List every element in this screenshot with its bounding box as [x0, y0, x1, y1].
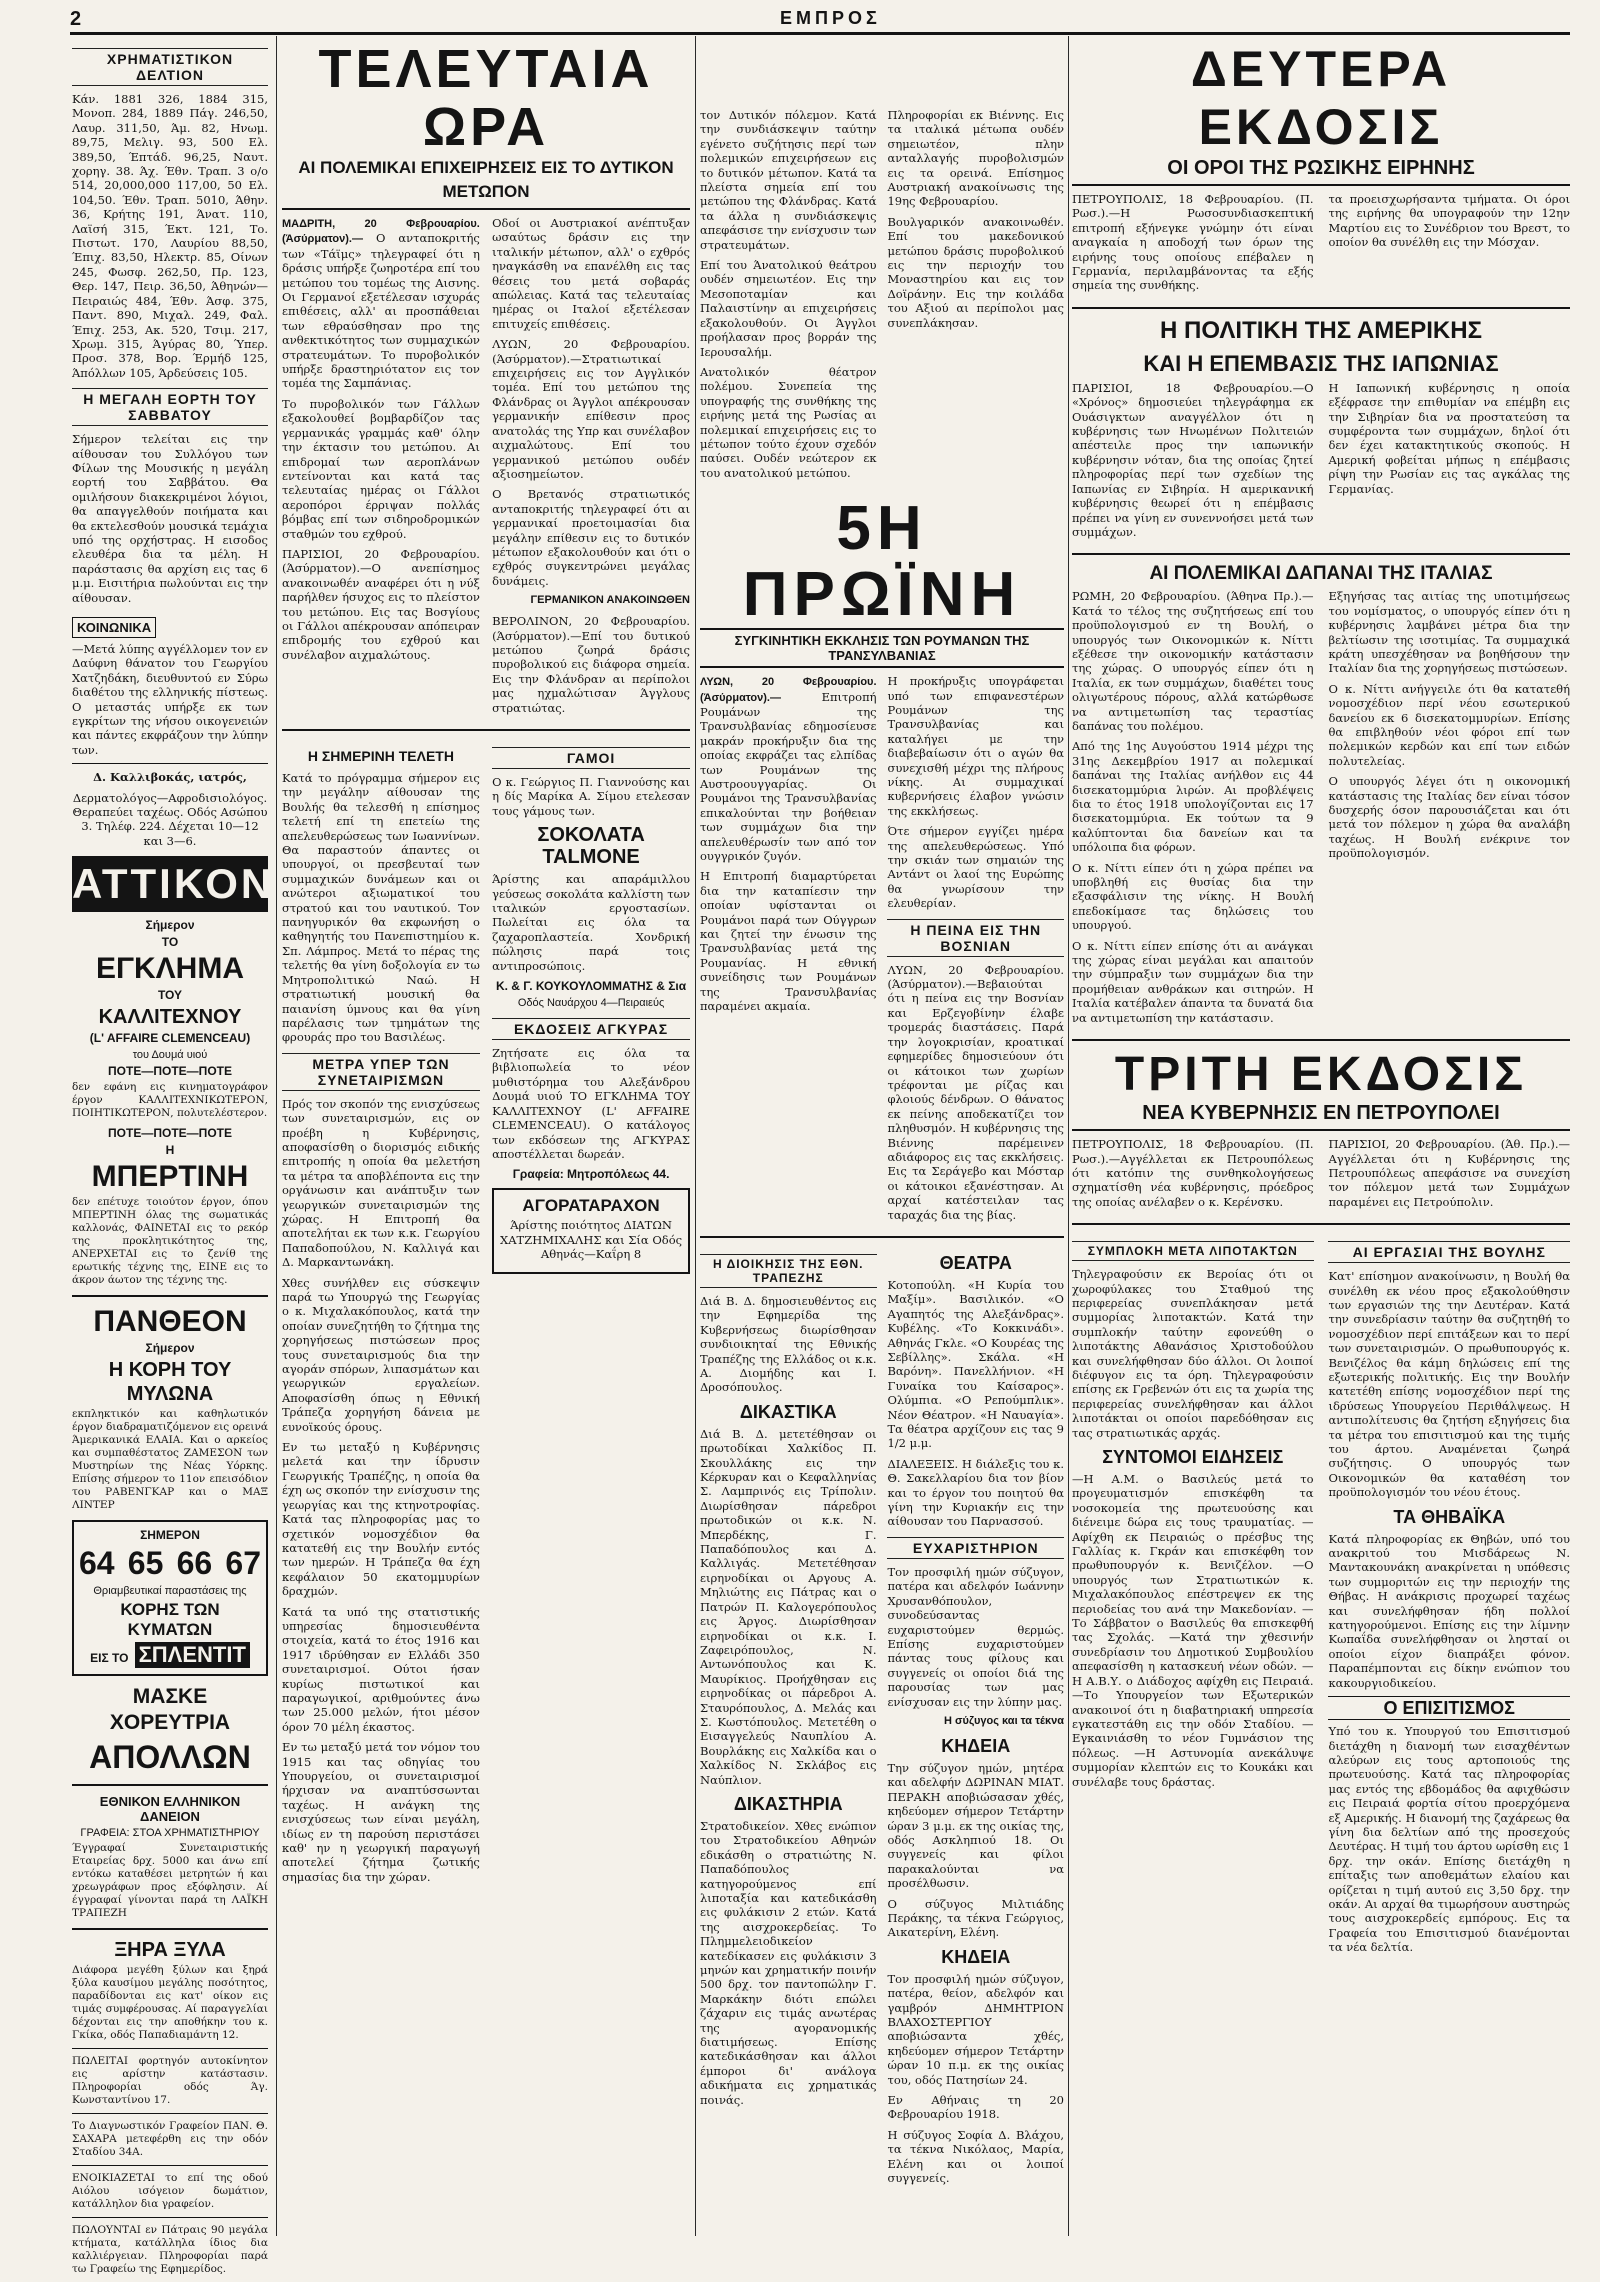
court-heading: ΔΙΚΑΣΤΗΡΙΑ	[733, 1793, 843, 1814]
article-text: Από της 1ης Αυγούστου 1914 μέχρι της 31ης Δεκεμβρίου 1917 αι πολεμικαί δαπάναι της Ιταλίας ανήλθον εις 44 δισεκατομμύρια λιρών. Αι προβλέψεις δια το έτος 1918 υπολογίζονται εις 17 δισεκατομμύρια. Εκ τούτων τα 9 καλύπτονται δια δανείων και τα υπόλοιπα δια φόρων.	[1072, 739, 1314, 855]
ankyras-address: Γραφεία: Μητροπόλεως 44.	[512, 1167, 670, 1182]
attikon-artist: ΚΑΛΛΙΤΕΧΝΟΥ	[98, 1006, 242, 1029]
splendid-number: 66	[176, 1545, 213, 1582]
column-3	[700, 40, 1064, 2192]
third-edition-banner: ΤΡΙΤΗ ΕΚΔΟΣΙΣ	[1114, 1048, 1528, 1102]
divider	[72, 2113, 268, 2114]
dateline: ΛΥΩΝ, 20 Φεβρουαρίου. (Άσύρματον).—	[700, 676, 877, 704]
divider	[700, 1236, 1064, 1238]
funeral-names: Η σύζυγος Σοφία Δ. Βλάχου, τα τέκνα Νικόλαος, Μαρία, Ελένη και οι λοιποί συγγενείς.	[887, 2127, 1064, 2186]
court-text: Στρατοδικείον. Χθες ενώπιον του Στρατοδικείου Αθηνών εδικάσθη ο στρατιώτης Ν. Παπαδόπουλος κατηγορούμενος επί λιποταξία και κατεδικάσθη εις φυλάκισιν 2 ετών. Κατά της αισχροκερδείας. Το Πλημμελειοδικείον κατεδίκασεν εις φυλάκισιν 3 μηνών και χρηματικήν ποινήν 500 δρχ. τον παντοπώλην Γ. Μαρκάκην διότι επώλει ζάχαριν εις τιμάς ανωτέρας της αγορανομικής διατιμήσεως. Επίσης κατεδικάσθησαν και άλλοι έμποροι δι' ανάλογα αδικήματα εις χρηματικάς ποινάς.	[700, 1818, 877, 2107]
apollon-line-1: ΜΑΣΚΕ ΧΟΡΕΥΤΡΙΑ	[109, 1685, 231, 1735]
classified: ΠΩΛΟΥΝΤΑΙ εν Πάτραις 90 μεγάλα κτήματα, κατάλληλα ίδιος δια καλλιέργειαν. Πληροφορίαι παρά τω Γραφείω της Εφημερίδος.	[72, 2224, 268, 2276]
article-text: Ο κ. Νίττι είπεν επίσης ότι αι ανάγκαι της χώρας είναι μεγάλαι και απαιτούν την σύμπραξιν των συμμάχων δια την προμήθειαν ανθράκων και σιτηρών. Η Ιταλία κατέβαλεν άπαντα τα δυνατά δια να αντιμετωπίση την κατάστασιν.	[1072, 938, 1314, 1025]
article-text: Ανατολικόν θέατρον πολέμου. Συνεπεία της υπογραφής της συνθήκης της ειρήνης μετά της Ρωσίας αι πολεμικαί επιχειρήσεις εις το μέτωπον τούτο έχουν σχεδόν παύσει. Ουδέν νεώτερον εκ του ανατολικού μετώπου.	[700, 364, 877, 480]
lower-section	[282, 739, 690, 1890]
column-rule	[1068, 36, 1069, 2236]
article-text: Ο ανταποκριτής των «Τάϊμς» τηλεγραφεί ότι η δράσις υπήρξε ζωηροτέρα επί του μετώπου του τομέως της Αισνης. Οι Γερμανοί εξετέλεσαν ισχυράς επιθέσεις, αλλ' αι προσπάθειαι των εθραύσθησαν προ της ανθεκτικότητος των συμμαχικών στρατευμάτων. Το πυροβολικόν υπήρξε δραστηριότατον εις τον τομέα της Σαμπάνιας.	[282, 231, 480, 391]
thebes-text: Κατά πληροφορίας εκ Θηβών, υπό του ανακριτού του Μισδάρεως Ν. Μαντακουνάκη ανακρίνεται η υπόθεσις των συμμοριτών εις την περιοχήν της Θήβας. Η ανάκρισις προχωρεί ταχέως και συνελήφθησαν ήδη πολλοί κατηγορούμενοι. Επίσης εις την λίμνην Κωπαΐδα συνελήφθησαν οι λησταί οι οποίοι είχον διαπράξει φόνον. Παραπέμπονται εις δίκην ενώπιον του κακουργιοδικείου.	[1328, 1531, 1570, 1690]
measures-text: Χθες συνήλθεν εις σύσκεψιν παρά τω Υπουργώ της Γεωργίας ο κ. Μιχαλακόπουλος, κατά την οποίαν συνεζητήθη το ζήτημα της χορηγήσεως πιστώσεων προς τους συνεταιρισμούς δια την αγοράν σπόρων, λιπασμάτων και γεωργικών εργαλείων. Αποφασίσθη όπως η Εθνική Τράπεζα χορηγήση δάνεια με ευνοϊκούς όρους.	[282, 1275, 480, 1434]
divider	[72, 763, 268, 764]
pantheon-title: ΠΑΝΘΕΟΝ	[93, 1305, 247, 1339]
article-text: Η προκήρυξις υπογράφεται υπό των επιφανεστέρων Ρουμάνων της Τρανσυλβανίας και καταλήγει με την διαβεβαίωσιν ότι ο αγών θα συνεχισθή μέχρι της πλήρους νίκης. Αι συμμαχικαί κυβερνήσεις έλαβον γνώσιν της εκκλήσεως.	[887, 674, 1064, 818]
attikon-never-text: δεν εφάνη εις κινηματογράφον έργον ΚΑΛΛΙΤΕΧΝΙΚΩΤΕΡΟΝ, ΠΟΙΗΤΙΚΩΤΕΡΟΝ, πολυτελέστερον.	[72, 1081, 268, 1120]
supply-heading: Ο ΕΠΙΣΙΤΙΣΜΟΣ	[1328, 1696, 1570, 1720]
classified: Το Διαγνωστικόν Γραφείον ΠΑΝ. Θ. ΣΑΧΑΡΑ μετεφέρθη εις την οδόν Σταδίου 34Α.	[72, 2120, 268, 2159]
divider	[72, 1784, 268, 1786]
article-text: Οδοί οι Αυστριακοί ανέπτυξαν ωσαύτως δράσιν εις την ιταλικήν μέτωπον, αλλ' ο εχθρός ηναγκάσθη να επανέλθη εις τας θέσεις του μετά σοβαράς απώλειας. Κατά τας τελευταίας ημέρας οι Ιταλοί εξετέλεσαν επιτυχείς επιθέσεις.	[492, 216, 690, 331]
attikon-never-2: ΠΟΤΕ—ΠΟΤΕ—ΠΟΤΕ	[107, 1126, 232, 1141]
classified: ΕΝΟΙΚΙΑΖΕΤΑΙ το επί της οδού Αιόλου ισόγειον δωμάτιον, κατάλληλον δια γραφείον.	[72, 2172, 268, 2211]
loan-text: Έγγραφαί Συνεταιριστικής Εταιρείας δρχ. 5000 και άνω επί εντόκω καταθέσει μετρητών ή και χρεωγράφων προς εξόφλησιν. Αί έγγραφαί γίνονται παρά τη ΛΑΪΚΗ ΤΡΑΠΕΖΗ	[72, 1842, 268, 1920]
russian-peace-heading: ΟΙ ΟΡΟΙ ΤΗΣ ΡΩΣΙΚΗΣ ΕΙΡΗΝΗΣ	[1072, 156, 1570, 186]
parliament-heading: ΑΙ ΕΡΓΑΣΙΑΙ ΤΗΣ ΒΟΥΛΗΣ	[1328, 1241, 1570, 1263]
wood-heading: ΞΗΡΑ ΞΥΛΑ	[114, 1939, 226, 1962]
splendid-at: ΕΙΣ ΤΟ	[90, 1651, 129, 1666]
dateline: ΜΑΔΡΙΤΗ, 20 Φεβρουαρίου. (Άσύρματον).—	[282, 218, 480, 246]
sabbath-text: Σήμερον τελείται εις την αίθουσαν του Συλλόγου των Φίλων της Μουσικής η μεγάλη εορτή του Σαββάτου. Θα ομιλήσουν διακεκριμένοι λόγιοι, θα απαγγελθούν ποιήματα και θα εκτελεσθούν μουσικά τεμάχια υπό της ορχήστρας. Η εισοδος ελευθέρα δια τα μέλη. Η παράστασις θα αρχίση εις τας 6 μ.μ. Εισιτήρια πωλούνται εις την αίθουσαν.	[72, 432, 268, 605]
funeral-date: Εν Αθήναις τη 20 Φεβρουαρίου 1918.	[887, 2093, 1064, 2122]
article-text: ΛΥΩΝ, 20 Φεβρουαρίου. (Άσύρματον).—Στρατιωτικαί επιχειρήσεις εις τον Αγγλικόν τομέα. Επί του μετώπου της Φλάνδρας οι Άγγλοι απέκρουσαν γερμανικήν επίθεσιν προς ανατολάς της Υπρ και συνέλαβον αιχμαλώτους. Επί του γερμανικού μετώπου ουδέν αξιοσημείωτον.	[492, 337, 690, 481]
agoraraxon-text: Άρίστης ποιότητος ΔΙΑΤΩΝ ΧΑΤΖΗΜΙΧΑΛΗΣ και Σία Οδός Αθηνάς—Καΐρη 8	[500, 1218, 683, 1262]
thanks-text: Τον προσφιλή ημών σύζυγον, πατέρα και αδελφόν Ιωάννην Χρυσανθόπουλον, συνοδεύσαντας ευχαριστούμεν θερμώς. Επίσης ευχαριστούμεν πάντας τους φίλους και συγγενείς οι οποίοι διά της παρουσίας των μας ενίσχυσαν εις την λύπην μας.	[887, 1564, 1064, 1709]
agoraraxon-ad	[492, 1188, 690, 1273]
splendid-venue: ΣΠΛΕΝΤΙΤ	[135, 1642, 250, 1668]
paper-name: ΕΜΠΡΟΣ	[780, 8, 881, 28]
attikon-h: Η	[165, 1143, 175, 1158]
ankyras-text: Ζητήσατε εις όλα τα βιβλιοπωλεία το νέον μυθιστόρημα του Αλεξάνδρου Δουμά υιού ΤΟ ΕΓΚΛΗΜΑ ΤΟΥ ΚΑΛΛΙΤΕΧΝΟΥ (L' AFFAIRE CLEMENCEAU). Ο κατάλογος των εκδόσεων της ΑΓΚΥΡΑΣ αποστέλλεται δωρεάν.	[492, 1046, 690, 1161]
ceremony-text: Κατά το πρόγραμμα σήμερον εις την μεγάλην αίθουσαν της Βουλής θα τελεσθή η επίσημος τελετή επί τη επετείω της απελευθερώσεως των Ιωαννίνων. Θα παραστούν άπαντες οι υπουργοί, οι πρεσβευταί των συμμαχικών δυνάμεων και οι ανώτεροι αξιωματικοί του στρατού και του ναυτικού. Τον πανηγυρικόν θα εκφωνήση ο καθηγητής του Πανεπιστημίου κ. Σπ. Λάμπρος. Μετά το πέρας της τελετής θα γίνη δοξολογία εν τω Μητροπολιτικώ Ναώ. Η στρατιωτική μουσική θα παιανίση ύμνους και θα γίνη παρέλασις των τμημάτων της φρουράς προ του Βασιλέως.	[282, 771, 480, 1045]
parliament-text: Κατ' επίσημον ανακοίνωσιν, η Βουλή θα συνέλθη εκ νέου προς εξακολούθησιν των εργασιών της την Δευτέραν. Κατά την συνεδρίασιν ταύτην θα συζητηθή το νομοσχέδιον περί επιτάξεων και το περί των συνεταιρισμών. Ο πρωθυπουργός κ. Βενιζέλος θα κάμη δηλώσεις επί της εξωτερικής πολιτικής. Εις την Βουλήν κατετέθη επίσης νομοσχέδιον περί της ιδρύσεως Υπουργείου Περιθάλψεως. Η αντιπολίτευσις θα ζητήση εξηγήσεις δια τα μέτρα του επισιτισμού και της τιμής του άρτου. Αναμένεται ζωηρά συζήτησις. Ο υπουργός των Οικονομικών θα καταθέση τον προϋπολογισμόν του νέου έτους.	[1328, 1269, 1570, 1500]
deserters-text: Τηλεγραφούσιν εκ Βεροίας ότι οι χωροφύλακες του Σταθμού της περιφερείας συνεπλάκησαν μετά συμμορίας λιποτακτών. Κατά την συμπλοκήν ταύτην εφονεύθη ο λιποτάκτης Αθανάσιος Χριστοδούλου και συνελήφθησαν δύο άλλοι. Οι λοιποί διέφυγον εις τα όρη. Τηλεγραφούσιν επίσης εκ Γρεβενών ότι εις τα χωρία της περιφερείας συνελήφθησαν και άλλοι λιποτάκται οι οποίοι παρεδόθησαν εις τας στρατιωτικάς αρχάς.	[1072, 1267, 1314, 1440]
attikon-film-title: ΕΓΚΛΗΜΑ	[95, 952, 245, 986]
splendid-numbers	[77, 1545, 263, 1582]
article-text: Εξηγήσας τας αιτίας της υποτιμήσεως του νομίσματος, ο υπουργός είπεν ότι η κυβέρνησις λαμβάνει μέτρα δια την βελτίωσιν της ισοτιμίας. Τα συμμαχικά κράτη υπεσχέθησαν να βοηθήσουν την Ιταλίαν δια της χορηγήσεως πιστώσεων.	[1328, 589, 1570, 676]
splendid-ad	[72, 1520, 268, 1676]
lower-section	[700, 1246, 1064, 2192]
pantheon-film: Η ΚΟΡΗ ΤΟΥ ΜΥΛΩΝΑ	[108, 1359, 232, 1406]
exchange-heading: ΧΡΗΜΑΤΙΣΤΙΚΟΝ ΔΕΛΤΙΟΝ	[72, 48, 268, 86]
america-body	[1072, 381, 1570, 545]
attikon-today: Σήμερον	[145, 918, 195, 933]
article-text: ΡΩΜΗ, 20 Φεβρουαρίου. (Άθηνα Πρ.).—Κατά το τέλος της συζητήσεως επί του προϋπολογισμού εν τη Βουλή, ο υπουργός των Οικονομικών κ. Νίττι εξέθεσε την οικονομικήν κατάστασιν της χώρας. Ο υπουργός είπεν ότι η Ιταλία, εκ των συμμάχων, διαθέτει τους ολιγωτέρους πόρους, αλλά κατώρθωσε να αντιμετωπίση τας τεραστίας δαπάνας του πολέμου.	[1072, 589, 1314, 733]
article-text: ΠΑΡΙΣΙΟΙ, 20 Φεβρουαρίου. (Άσύρματον).—Ο ανεπίσημος ανακοινωθέν αναφέρει ότι η νύξ παρήλθεν ήσυχος εις το πλείστον του μετώπου. Εις τας Βοσγίους οι Γάλλοι απέκρουσαν απόπειραν επιδρομής του εχθρού και συνέλαβον αιχμαλώτους.	[282, 546, 480, 662]
article-text: Ο κ. Νίττι είπεν ότι η χώρα πρέπει να υποβληθή εις θυσίας δια την εξασφάλισιν της νίκης. Η Βουλή επεδοκίμασε τας δηλώσεις του υπουργού.	[1072, 860, 1314, 933]
last-hour-body	[282, 216, 690, 721]
theatres-text: Κοτοπούλη. «Η Κυρία του Μαξίμ». Βασιλικόν. «Ο Αγαπητός της Αλεξάνδρας». Κυβέλης. «Το Κοκκινάδι». Αθηνάς Γκλε. «Ο Κουρέας της Σεβίλλης». Σκάλα. «Η Βαρόνη». Πανελλήνιον. «Η Γυναίκα του Καίσαρος». Ολύμπια. «Ο Ρεπούμπλικ». Νέον Θέατρον. «Η Ναυαγία». Τα θέατρα αρχίζουν εις τας 9 1/2 μ.μ.	[887, 1277, 1064, 1451]
divider	[72, 2048, 268, 2049]
attikon-of: ΤΟΥ	[157, 988, 183, 1003]
funeral-names: Ο σύζυγος Μιλτιάδης Περάκης, τα τέκνα Γεώργιος, Αικατερίνη, Ελένη.	[887, 1896, 1064, 1940]
divider	[282, 729, 690, 731]
weddings-heading: ΓΑΜΟΙ	[492, 747, 690, 769]
thanks-heading: ΕΥΧΑΡΙΣΤΗΡΙΟΝ	[887, 1537, 1064, 1559]
measures-text: Εν τω μεταξύ μετά τον νόμον του 1915 και τας οδηγίας του Υπουργείου, οι συνεταιρισμοί ήρχισαν να αναπτύσσωνται ταχέως. Η ανάγκη της ενισχύσεως των είναι μεγάλη, ιδίως εν τη παρούση περιστάσει καθ' ην η γεωργική παραγωγή αποτελεί ζήτημα ζωτικής σημασίας δια την χώραν.	[282, 1740, 480, 1884]
ceremony-heading: Η ΣΗΜΕΡΙΝΗ ΤΕΛΕΤΗ	[307, 748, 454, 764]
lower-section	[1072, 1233, 1570, 1960]
measures-text: Εν τω μεταξύ η Κυβέρνησις μελετά και την ίδρυσιν Γεωργικής Τραπέζης, η οποία θα έχη ως σκοπόν την ενίσχυσιν της γεωργίας και της κτηνοτροφίας. Κατά τας πληροφορίας μας το σχετικόν νομοσχέδιον θα κατατεθή εις την Βουλήν εντός των ημερών. Η Τράπεζα θα έχη κεφάλαιον 50 εκατομμυρίων δραχμών.	[282, 1440, 480, 1599]
classified: ΠΩΛΕΙΤΑΙ φορτηγόν αυτοκίνητον εις αρίστην κατάστασιν. Πληροφορίαι οδός Άγ. Κωνσταντίνου 17.	[72, 2055, 268, 2107]
western-front-heading: ΑΙ ΠΟΛΕΜΙΚΑΙ ΕΠΙΧΕΙΡΗΣΕΙΣ ΕΙΣ ΤΟ ΔΥΤΙΚΟΝ ΜΕΤΩΠΟΝ	[282, 156, 690, 210]
splendid-film: ΚΟΡΗΣ ΤΩΝ ΚΥΜΑΤΩΝ	[120, 1600, 220, 1640]
exchange-text: Κάν. 1881 326, 1884 315, Μονοπ. 284, 1889 Πάγ. 246,50, Λαυρ. 311,50, Άμ. 82, Ηνωμ. 89,75, Μελιγ. 93, 500 Ελ. 389,50, Έπτάδ. 96,25, Ναυτ. χορηγ. 38. Άχ. Έθν. Τραπ. 3 ο/ο 514, 20,000,000 117,00, 50 Ελ. 104,50. Έθν. Τραπ. 5010, Άθην. 36, Κρήτης 191, Άνατ. 110, Λαϊσή 315, Έκτ. 121, Το. Πιστωτ. 170, Λαυρίου 88,50, Έπιχ. 83,50, Ηλεκτρ. 85, Οίνων 245, Φωσφ. 262,50, Πρ. 123, Θερ. 147, Πειρ. 36,50, Άθηνών—Πειραιώς 484, Έθν. Άσφ. 375, Παντ. 890, Μιχαλ. 249, Φαλ. Έπιχ. 253, Ακ. 520, Τσιμ. 217, Χρωμ. 315, Άγύρας 80, Ύπερ. Προσ. 378, Βορ. Έρμήδ 125, Άπόλλων 105, Άρδεύσεις 105.	[72, 92, 268, 380]
chocolate-address: Οδός Ναυάρχου 4—Πειραιεύς	[517, 997, 665, 1010]
article-text: ΠΕΤΡΟΥΠΟΛΙΣ, 18 Φεβρουαρίου. (Π. Ρωσ.).—Η Ρωσοσυνδιασκεπτική επιτροπή εξήνεγκε γνώμην ότι είναι αναγκαία η αποδοχή των όρων της ειρήνης τους οποίους επέβαλεν η Γερμανία, περιλαμβάνοντας τα εξής σημεία της συνθήκης.	[1072, 192, 1314, 293]
ankyras-heading: ΕΚΔΟΣΕΙΣ ΑΓΚΥΡΑΣ	[492, 1018, 690, 1040]
article-text: Επί του Άνατολικού θεάτρου ουδέν σημειωτέον. Εις την Μεσοποταμίαν και Παλαιστίνην αι επιχειρήσεις εξακολουθούν. Οι Άγγλοι προήλασαν προς βορράν της Ιερουσαλήμ.	[700, 258, 877, 359]
theatres-heading: ΘΕΑΤΡΑ	[939, 1252, 1012, 1273]
agoraraxon-heading: ΑΓΟΡΑΤΑΡΑΧΟΝ	[522, 1196, 660, 1216]
top-article	[700, 108, 1064, 486]
attikon-star: ΜΠΕΡΤΙΝΗ	[91, 1160, 249, 1194]
splendid-number: 64	[79, 1545, 115, 1582]
bank-heading: Η ΔΙΟΙΚΗΣΙΣ ΤΗΣ ΕΘΝ. ΤΡΑΠΕΖΗΣ	[700, 1254, 877, 1288]
italy-heading: ΑΙ ΠΟΛΕΜΙΚΑΙ ΔΑΠΑΝΑΙ ΤΗΣ ΙΤΑΛΙΑΣ	[1149, 563, 1493, 585]
divider	[1072, 553, 1570, 555]
divider	[1072, 1223, 1570, 1225]
italy-body	[1072, 589, 1570, 1031]
funeral-text: Τον προσφιλή ημών σύζυγον, πατέρα, θείον, αδελφόν και γαμβρόν ΔΗΜΗΤΡΙΟΝ ΒΛΑΧΟΣΤΕΡΓΙΟΥ αποβιώσαντα χθές, κηδεύομεν σήμερον Τετάρτην ώραν 10 π.μ. εκ της οικίας του, οδός Πατησίων 24.	[887, 1971, 1064, 2087]
apollon-line-2: ΑΠΟΛΛΩΝ	[89, 1739, 251, 1776]
article-text: ΠΑΡΙΣΙΟΙ, 20 Φεβρουαρίου. (Άθ. Πρ.).—Αγγέλλεται ότι η Κυβέρνησις της Πετρουπόλεως απεφάσισε να συνεχίση τον πόλεμον μετά των Συμμάχων παραμένει εις Πετρούπολιν.	[1328, 1137, 1570, 1209]
attikon-the: ΤΟ	[161, 935, 179, 950]
loan-heading: ΕΘΝΙΚΟΝ ΕΛΛΗΝΙΚΟΝ ΔΑΝΕΙΟΝ	[99, 1794, 241, 1825]
second-edition-banner: ΔΕΥΤΕΡΑ ΕΚΔΟΣΙΣ	[1190, 41, 1452, 155]
splendid-number: 67	[225, 1545, 261, 1582]
article-text: Η Επιτροπή διαμαρτύρεται δια την καταπίεσιν την οποίαν υφίστανται οι Ρουμάνοι παρά των Ούγγρων και ζητεί την ένωσιν της Τρανσυλβανίας μετά της Ρουμανίας. Η εθνική συνείδησις των Ρουμάνων της Τρανσυλβανίας παραμένει ακμαία.	[700, 869, 877, 1014]
judicial-text: Διά Β. Δ. μετετέθησαν οι πρωτοδίκαι Χαλκίδος Π. Σκουλλάκης εις την Κέρκυραν και ο Κεφαλληνίας Σ. Λαμπρινός εις Τρίπολιν. Διωρίσθησαν πάρεδροι πρωτοδικών οι κ.κ. Ν. Μπερδέκης, Γ. Παπαδόπουλος και Δ. Καλλιγάς. Μετετέθησαν ειρηνοδίκαι οι Αργους Α. Μηλιώτης εις Πάτρας και ο Πατρών Π. Καλογερόπουλος εις Άργος. Διωρίσθησαν ειρηνοδίκαι οι κ.κ. Ι. Ζαφειρόπουλος, Ν. Αντωνόπουλος και Κ. Μαυρίκιος. Προήχθησαν εις ειρηνοδίκας οι πάρεδροι Α. Σταυρόπουλος, Δ. Μελάς και Σ. Κωστόπουλος. Μετετέθη ο Εισαγγελεύς Ναυπλίου Α. Βουρλάκης εις Χαλκίδα και ο Χαλκίδος Ν. Σκλάβος εις Ναύπλιον.	[700, 1426, 877, 1787]
splendid-number: 65	[127, 1545, 164, 1582]
masthead	[70, 8, 1570, 35]
fifth-edition-banner: 5Η ΠΡΩΪΝΗ	[742, 494, 1022, 630]
new-government-heading: ΝΕΑ ΚΥΒΕΡΝΗΣΙΣ ΕΝ ΠΕΤΡΟΥΠΟΛΕΙ	[1072, 1101, 1570, 1131]
article-text: τα προεισχωρήσαντα τμήματα. Οι όροι της ειρήνης θα υπογραφούν την 12ην Μαρτίου εις το Συνέδριον του Βρεστ, το οποίον θα συνέλθη εις την Μόσχαν.	[1328, 192, 1570, 250]
bank-text: Διά Β. Δ. δημοσιευθέντος εις την Εφημερίδα της Κυβερνήσεως διωρίσθησαν συνδιοικηταί της Εθνικής Τραπέζης της Ελλάδος οι κ.κ. Α. Διομήδης και Ι. Δροσόπουλος.	[700, 1293, 877, 1395]
supply-text: Υπό του κ. Υπουργού του Επισιτισμού διετάχθη η διανομή των εισαχθέντων αλεύρων εις τους αρτοποιούς της πρωτευούσης. Κατά τας πληροφορίας μας εντός της εβδομάδος θα αφιχθώσιν εις Πειραιά φορτία σίτου προερχόμενα εξ Αμερικής. Η διανομή της ζαχάρεως θα γίνη δια δελτίων από της προσεχούς Δευτέρας. Η τιμή του άρτου ωρίσθη εις 1 δρχ. την οκάν. Επίσης διετάχθη η επίταξις των αποθεμάτων ελαίου και ορίζεται η τιμή αυτού εις 3,50 δρχ. την οκάν. Αι αρχαί θα τιμωρήσουν αυστηρώς τους αισχροκερδείς εμπόρους. Εις τα Γραφεία του Επισιτισμού διανέμονται τα νέα δελτία.	[1328, 1724, 1570, 1955]
judicial-heading: ΔΙΚΑΣΤΙΚΑ	[739, 1401, 837, 1422]
funeral-heading: ΚΗΔΕΙΑ	[941, 1946, 1011, 1967]
article-text: ΠΕΤΡΟΥΠΟΛΙΣ, 18 Φεβρουαρίου. (Π. Ρωσ.).—Αγγέλλεται εκ Πετρουπόλεως ότι κατόπιν της συνθηκολογήσεως σχηματίσθη νέα κυβέρνησις, πρόεδρος της οποίας ανέλαβεν ο κ. Κερένσκυ.	[1072, 1137, 1314, 1209]
divider	[72, 2165, 268, 2166]
doctor-name: Δ. Καλλιβοκάς, ιατρός,	[93, 770, 247, 785]
chocolate-heading: ΣΟΚΟΛΑΤΑ TALMONE	[537, 824, 645, 869]
pantheon-today: Σήμερον	[145, 1341, 195, 1356]
social-heading: ΚΟΙΝΩΝΙΚΑ	[72, 617, 156, 638]
column-rule	[276, 36, 277, 2236]
column-rule	[695, 36, 696, 2236]
divider	[72, 1928, 268, 1930]
sabbath-heading: Η ΜΕΓΑΛΗ ΕΟΡΤΗ ΤΟΥ ΣΑΒΒΑΤΟΥ	[72, 388, 268, 426]
article-text: ΒΕΡΟΛΙΝΟΝ, 20 Φεβρουαρίου. (Άσύρματον).—Επί του δυτικού μετώπου ζωηρά δράσις πυροβολικού εις διάφορα σημεία. Εις την Φλάνδραν αι περίπολοι μας ηχμαλώτισαν Άγγλους στρατιώτας.	[492, 614, 690, 715]
attikon-original: (L' AFFAIRE CLEMENCEAU)	[89, 1031, 251, 1046]
splendid-label: Θριαμβευτικαί παραστάσεις της	[93, 1585, 247, 1598]
thanks-signature: Η σύζυγος και τα τέκνα	[944, 1714, 1064, 1727]
splendid-today: ΣΗΜΕΡΟΝ	[140, 1528, 200, 1543]
romanian-body	[700, 674, 1064, 1228]
article-text: Η Ιαπωνική κυβέρνησις η οποία εξέφρασε την επιθυμίαν να επέμβη εις την Σιβηρίαν δια να προστατεύση τα συμφέροντα των συμμάχων, δηλοί ότι δεν έχει κατακτητικούς σκοπούς. Η Αμερική φοβείται μήπως η επέμβασις ρίψη την Ρωσίαν εις τας αγκάλας της Γερμανίας.	[1328, 380, 1570, 496]
bosnia-text: ΛΥΩΝ, 20 Φεβρουαρίου. (Άσύρματον).—Βεβαιούται ότι η πείνα εις την Βοσνίαν και Ερζεγοβίνην έλαβε τρομεράς διαστάσεις. Παρά την λογοκρισίαν, κροατικαί εφημερίδες δημοσιεύουν ότι οι κάτοικοι των χωρίων τρέφονται με ρίζας και φλοιούς δένδρων. Ο θάνατος εκ πείνης αποδεκατίζει τον πληθυσμόν. Η κυβέρνησις της Βιέννης παρέμεινεν αδιάφορος εις τας εκκλήσεις. Εις τα Σεράγεβο και Μόσταρ οι κάτοικοι εξανέστησαν. Αι αρχαί κατέστειλαν τας ταραχάς δια της βίας.	[887, 962, 1064, 1222]
measures-text: Κατά τα υπό της στατιστικής υπηρεσίας δημοσιευθέντα στοιχεία, κατά το έτος 1916 και 1917 ιδρύθησαν εν Ελλάδι 350 συνεταιρισμοί. Ούτοι ήσαν κυρίως πιστωτικοί και παραγωγικοί, αριθμούντες άνω των 25.000 μελών, ήτοι μέσον όρον 70 μέλη έκαστος.	[282, 1604, 480, 1734]
deserters-heading: ΣΥΜΠΛΟΚΗ ΜΕΤΑ ΛΙΠΟΤΑΚΤΩΝ	[1072, 1241, 1314, 1261]
divider	[72, 1295, 268, 1297]
short-news-heading: ΣΥΝΤΟΜΟΙ ΕΙΔΗΣΕΙΣ	[1102, 1447, 1284, 1467]
german-communique-label: ΓΕΡΜΑΝΙΚΟΝ ΑΝΑΚΟΙΝΩΘΕΝ	[530, 594, 690, 607]
weddings-text: Ο κ. Γεώργιος Π. Γιαννούσης και η δίς Μαρίκα Α. Σίμου ετελεσαν τους γάμους των.	[492, 775, 690, 818]
thebes-heading: ΤΑ ΘΗΒΑΪΚΑ	[1393, 1506, 1506, 1527]
funeral-text: Την σύζυγον ημών, μητέρα και αδελφήν ΔΩΡΙΝΑΝ ΜΙΑΤ. ΠΕΡΑΚΗ αποβιώσασαν χθές, κηδεύομεν σήμερον Τετάρτην ώραν 3 μ.μ. εκ της οικίας της, οδός Ασκληπιού 18. Οι συγγενείς και φίλοι παρακαλούνται να προσέλθωσιν.	[887, 1760, 1064, 1891]
page-number: 2	[70, 8, 82, 30]
divider	[1072, 1039, 1570, 1041]
article-text: Ότε σήμερον εγγίζει ημέρα της απελευθερώσεως. Υπό την σκιάν των σημαιών της Αντάντ οι λαοί της Ευρώπης θα γνωρίσουν την ελευθερίαν.	[887, 824, 1064, 911]
article-text: Βουλγαρικόν ανακοινωθέν. Επί του μακεδονικού μετώπου δράσις πυροβολικού εις την περιοχήν του Μοναστηρίου και εις τον Δοϊράνην. Εις την κοιλάδα του Αξιού αι περίπολοι μας συνεπλάκησαν.	[887, 214, 1064, 330]
attikon-title: ΑΤΤΙΚΟΝ	[72, 856, 268, 912]
column-2	[282, 40, 690, 1890]
chocolate-text: Άρίστης και απαράμιλλου γεύσεως σοκολάτα καλλίστη των ιταλικών εργοστασίων. Πωλείται εις όλα τα ζαχαροπλαστεία. Χονδρική πώλησις παρά τοις αντιπροσώποις.	[492, 872, 690, 973]
measures-heading: ΜΕΤΡΑ ΥΠΕΡ ΤΩΝ ΣΥΝΕΤΑΙΡΙΣΜΩΝ	[282, 1053, 480, 1091]
attikon-author: του Δουμά υιού	[132, 1049, 208, 1062]
lectures-text: ΔΙΑΛΕΞΕΙΣ. Η διάλεξις του κ. Θ. Σακελλαρίου δια τον βίον και το έργον του ποιητού θα γίνη την Κυριακήν εις την αίθουσαν του Παρνασσού.	[887, 1456, 1064, 1529]
romanian-heading: ΣΥΓΚΙΝΗΤΙΚΗ ΕΚΚΛΗΣΙΣ ΤΩΝ ΡΟΥΜΑΝΩΝ ΤΗΣ ΤΡΑΝΣΥΛΒΑΝΙΑΣ	[700, 628, 1064, 668]
america-heading: Η ΠΟΛΙΤΙΚΗ ΤΗΣ ΑΜΕΡΙΚΗΣ	[1160, 316, 1482, 344]
article-text: Πληροφορίαι εκ Βιέννης. Εις τα ιταλικά μέτωπα ουδέν σημειωτέον, πλην ανταλλαγής πυροβολισμών εις τα ορεινά. Επίσημος Αυστριακή ανακοίνωσις της 19ης Φεβρουαρίου.	[887, 108, 1064, 209]
article-text: ΠΑΡΙΣΙΟΙ, 18 Φεβρουαρίου.—Ο «Χρόνος» δημοσιεύει τηλεγράφημα εκ Ουάσιγκτων αναγγέλλον ότι η κυβέρνησις των Ηνωμένων Πολιτειών απέστειλε προς την ιαπωνικήν κυβέρνησιν νόταν, δια της οποίας ζητεί πληροφορίας περί των σχεδίων της Ιαπωνίας εν Σιβηρία. Η αμερικανική κυβέρνησις θεωρεί ότι η επέμβασις πρέπει να γίνη εν συνεννοήσει μετά των συμμάχων.	[1072, 380, 1314, 539]
russian-peace-body	[1072, 192, 1570, 299]
social-text: —Μετά λύπης αγγέλλομεν τον εν Δαύφνη θάνατον του Γεωργίου Χατζηδάκη, διευθυντού εν Σύρω διαθέτου της ελληνικής πίστεως. Ο μεταστάς υπήρξε εκ των εγκρίτων της νήσου οικογενειών και πάντες εκφράζουν την λύπην των.	[72, 642, 268, 757]
doctor-text: Δερματολόγος—Αφροδισιολόγος. Θεραπεύει ταχέως. Οδός Ασώπου 3. Τηλέφ. 224. Δέχεται 10—12 και 3—6.	[72, 790, 268, 848]
article-text: Ο υπουργός λέγει ότι η οικονομική κατάστασις της Ιταλίας δεν είναι τόσον δυσχερής όσον παρουσιάζεται και ότι μετά τον πόλεμον η χώρα θα αναλάβη ταχέως. Η Βουλή ενέκρινε τον προϋπολογισμόν.	[1328, 774, 1570, 861]
attikon-star-text: δεν επέτυχε τοιούτον έργον, όπου ΜΠΕΡΤΙΝΗ όλας της σωματικάς καλλονάς, ΦΑΙΝΕΤΑΙ εις το ρεκόρ της προκλητικότητος της, ΑΝΕΡΧΕΤΑΙ εις το ζενίθ της ερωτικής τέχνης της, ΕΙΝΕ εις το άκρον άωτον της τέχνης της.	[72, 1196, 268, 1287]
chocolate-firm: Κ. & Γ. ΚΟΥΚΟΥΛΟΜΜΑΤΗΣ & Σια	[495, 979, 687, 994]
wood-text: Διάφορα μεγέθη ξύλων και ξηρά ξύλα καυσίμου μεγάλης ποσότητος, παραδίδονται εις κατ' οίκον εις τιμάς συμφέρουσας. Αί παραγγελίαι δέχονται εις την αποθήκην του κ. Γκίκα, οδός Παπαδιαμάντη 12.	[72, 1964, 268, 2042]
column-4	[1072, 40, 1570, 1961]
divider	[1072, 307, 1570, 309]
article-text: Ο Βρετανός στρατιωτικός ανταποκριτής τηλεγραφεί ότι αι γερμανικαί προετοιμασίαι δια μεγάλην επίθεσιν εις το δυτικόν μέτωπον εξακολουθούν και ότι ο εχθρός συγκεντρώνει μεγάλας δυνάμεις.	[492, 487, 690, 588]
attikon-never: ΠΟΤΕ—ΠΟΤΕ—ΠΟΤΕ	[107, 1064, 232, 1079]
article-text: Επιτροπή Ρουμάνων της Τρανσυλβανίας εδημοσίευσε μακράν προκήρυξιν δια της οποίας εκφράζει τας ελπίδας των Ρουμάνων της Αυστροουγγαρίας. Οι Ρουμάνοι της Τρανσυλβανίας επικαλούνται την βοήθειαν των συμμάχων δια την απελευθέρωσίν των από τον ουγγρικόν ζυγόν.	[700, 689, 877, 864]
loan-office: ΓΡΑΦΕΙΑ: ΣΤΟΑ ΧΡΗΜΑΤΙΣΤΗΡΙΟΥ	[80, 1827, 260, 1840]
japan-heading: ΚΑΙ Η ΕΠΕΜΒΑΣΙΣ ΤΗΣ ΙΑΠΩΝΙΑΣ	[1143, 350, 1499, 376]
funeral-heading: ΚΗΔΕΙΑ	[941, 1735, 1011, 1756]
column-1	[72, 40, 275, 2282]
divider	[72, 2217, 268, 2218]
article-text: Ο κ. Νίττι ανήγγειλε ότι θα κατατεθή νομοσχέδιον περί νέου εσωτερικού δανείου εκ 6 δισεκατομμυρίων. Επίσης θα επιβληθούν νέοι φόροι επί των πολεμικών κερδών και επί των ειδών πολυτελείας.	[1328, 681, 1570, 768]
short-news-text: —Η Α.Μ. ο Βασιλεύς μετά το προγευματισμόν επισκέφθη τα νοσοκομεία της πρωτευούσης και διένειμε δώρα εις τους τραυματίας. —Αφίχθη εκ Πειραιώς ο πρέσβυς της Γαλλίας κ. Γκράν και επισκέφθη τον πρωθυπουργόν κ. Βενιζέλον. —Ο υπουργός των Στρατιωτικών κ. Μιχαλακόπουλος επέστρεψεν εκ της περιοδείας του ανά την Μακεδονίαν. —Το Σάββατον ο Βασιλεύς θα επισκεφθή τας Σχολάς. —Κατά την χθεσινήν συνεδρίασιν του Δημοτικού Συμβουλίου απεφασίσθη η κατασκευή νέων οδών. —Η Α.Β.Υ. ο Διάδοχος αφίχθη εις Πειραιά. —Το Υπουργείον των Εξωτερικών ανακοινοί ότι η διαβατηριακή υπηρεσία εγκατεστάθη εις την οδόν Σταδίου. —Εγκαινιάσθη το νέον Γυμνάσιον της πόλεως. —Η Αστυνομία ανεκάλυψε συμμορίαν κλεπτών εις το Κουκάκι και συνέλαβε τους δράστας.	[1072, 1472, 1314, 1789]
new-government-body	[1072, 1137, 1570, 1215]
pantheon-text: εκπληκτικόν και καθηλωτικόν έργον διαδραματιζόμενον εις ορεινά Άμερικανικά ΕΛΑΙΑ. Και ο αρκείος και συμπαθέστατος ΖΑΜΕΣΟΝ των Μυστηρίων της Νέας Υόρκης. Επίσης σήμερον το 11ον επεισόδιον του ΡΑΒΕΝΓΚΑΡ και ο ΜΑΞ ΛΙΝΤΕΡ	[72, 1408, 268, 1512]
bosnia-heading: Η ΠΕΙΝΑ ΕΙΣ ΤΗΝ ΒΟΣΝΙΑΝ	[887, 919, 1064, 957]
article-text: Το πυροβολικόν των Γάλλων εξακολουθεί βομβαρδίζον τας γερμανικάς γραμμάς καθ' όλην την έκτασιν του μετώπου. Αι επιδρομαί των αεροπλάνων εντείνονται και κατά τας τελευταίας ημέρας οι Γάλλοι αεροπόροι έρριψαν πολλάς βόμβας επί των σιδηροδρομικών σταθμών του εχθρού.	[282, 396, 480, 541]
measures-text: Πρός τον σκοπόν της ενισχύσεως των συνεταιρισμών, εις ον προέβη η Κυβέρνησις, αποφασίσθη ο διορισμός ειδικής επιτροπής η οποία θα μελετήση τα μέτρα τα αποβλέποντα εις την οργάνωσιν και ανάπτυξιν των γεωργικών συνεταιρισμών της χώρας. Η Επιτροπή θα αποτελήται εκ των κ.κ. Γεωργίου Παπαδοπούλου, Ν. Καλλιγά και Δ. Μαρκαντωνάκη.	[282, 1096, 480, 1270]
last-hour-banner: ΤΕΛΕΥΤΑΙΑ ΩΡΑ	[318, 39, 654, 157]
article-text: τον Δυτικόν πόλεμον. Κατά την συνδιάσκεψιν ταύτην εγένετο συζήτησις περί των πολεμικών επιχειρήσεων εις το δυτικόν μέτωπον. Κατά τα πλείστα σημεία επί του μετώπου της Φλάνδρας. Κατά τα άλλα η συνδιάσκεψις απεφάσισε την ενίσχυσιν των στρατευμάτων.	[700, 108, 877, 252]
